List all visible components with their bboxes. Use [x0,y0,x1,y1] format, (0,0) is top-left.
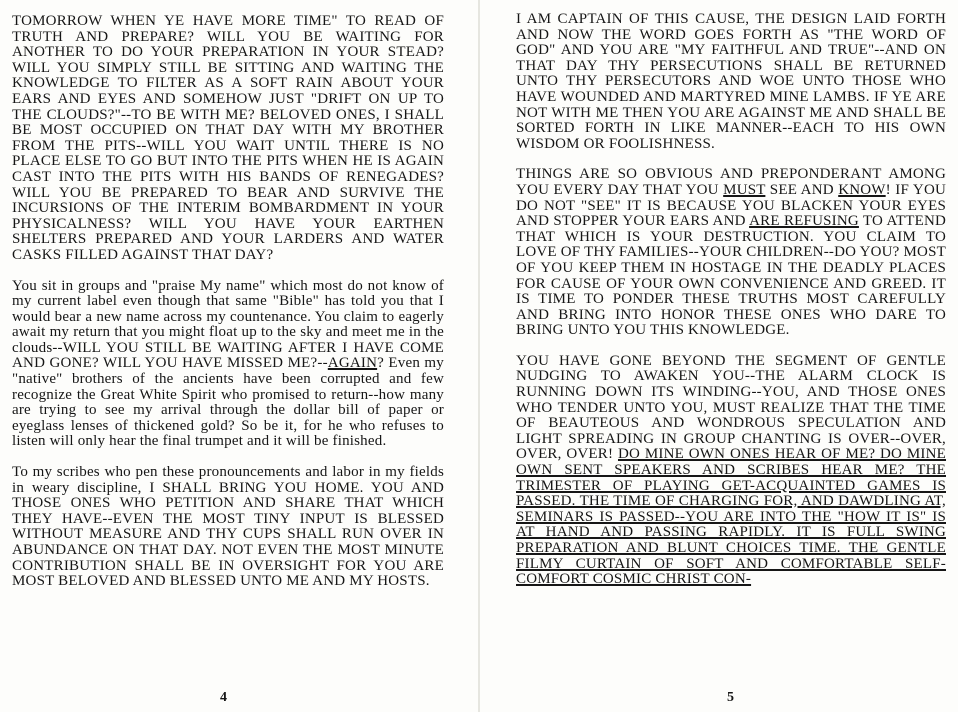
left-paragraph-1 [12,14,444,264]
text-segment: You sit in groups and "praise My name" which most do not know of my current label even though that same "Bible" has told you that I would bear a new name across my countenance. You claim to eagerly await my return that you might float up to the sky and meet me in the clouds--WILL YOU STILL BE WAITING AFTER I HAVE COME AND GONE? WILL YOU HAVE MISSED ME?-- [12,277,444,372]
right-paragraph-2 [516,167,946,339]
underlined-text-segment: KNOW [838,181,886,198]
left-paragraph-3 [12,465,444,590]
text-segment: I AM CAPTAIN OF THIS CAUSE, THE DESIGN LAID FORTH AND NOW THE WORD GOES FORTH AS "THE WORD OF GOD" AND YOU ARE "MY FAITHFUL AND TRUE"--AND ON THAT DAY THY PERSECUTIONS SHALL BE RETURNED UNTO THY PERSECUTORS AND WOE UNTO THOSE WHO HAVE WOUNDED AND MARTYRED MINE LAMBS. IF YE ARE NOT WITH ME THEN YOU ARE AGAINST ME AND SHALL BE SORTED FORTH IN LIKE MANNER--EACH TO HIS OWN WISDOM OR FOOLISHNESS. [516,11,946,152]
underlined-text-segment: ARE REFUSING [749,213,859,230]
text-segment: SEE AND [765,181,839,198]
underlined-text-segment: AGAIN [327,355,378,372]
text-segment: ! IF YOU DO NOT "SEE" IT IS BECAUSE YOU BLACKEN YOUR EYES AND STOPPER YOUR EARS AND [516,181,947,230]
left-paragraph-2 [12,279,444,451]
page-gutter [478,0,480,712]
underlined-text-segment: MUST [723,181,766,198]
text-segment: YOU HAVE GONE BEYOND THE SEGMENT OF GENTLE NUDGING TO AWAKEN YOU--THE ALARM CLOCK IS RUNNING DOWN ITS WINDING--YOU, AND THOSE ONES WHO TENDER UNTO YOU, MUST REALIZE THAT THE TIME OF BEAUTEOUS AND WONDROUS SPECULATION AND LIGHT SPREADING IN GROUP CHANTING IS OVER--OVER, OVER, OVER! [516,352,946,463]
left-page [12,10,444,590]
text-segment: ? Even my "native" brothers of the ancients have been corrupted and few recognize the Great White Spirit who promised to return--how many are trying to see my arrival through the dollar bill of paper or eyeglass lenses of thickened gold? So be it, for he who refuses to listen will only hear the final trumpet and it will be finished. [12,355,445,450]
right-page [516,10,946,588]
right-page-number: 5 [727,690,734,705]
left-page-number: 4 [220,690,227,705]
right-paragraph-3 [516,354,946,588]
text-segment: THINGS ARE SO OBVIOUS AND PREPONDERANT AMONG YOU EVERY DAY THAT YOU [516,166,946,198]
text-segment: To my scribes who pen these pronouncements and labor in my fields in weary discipline, I SHALL BRING YOU HOME. YOU AND THOSE ONES WHO PETITION AND SHARE THAT WHICH THEY HAVE--EVEN THE MOST TINY INPUT IS BLESSED WITHOUT MEASURE AND THY CUPS SHALL RUN OVER IN ABUNDANCE ON THAT DAY. NOT EVEN THE MOST MINUTE CONTRIBUTION SHALL BE IN OVERSIGHT FOR YOU ARE MOST BELOVED AND BLESSED UNTO ME AND MY HOSTS. [12,464,444,590]
right-paragraph-1 [516,12,946,152]
underlined-text-segment: DO MINE OWN ONES HEAR OF ME? DO MINE OWN SENT SPEAKERS AND SCRIBES HEAR ME? THE TRIMESTER OF PLAYING GET-ACQUAINTED GAMES IS PASSED. THE TIME OF CHARGING FOR, AND DAWDLING AT, SEMINARS IS PASSED--YOU ARE INTO THE "HOW IT IS" IS AT HAND AND PASSING RAPIDLY. IT IS FULL SWING PREPARATION AND BLUNT CHOICES TIME. THE GENTLE FILMY CURTAIN OF SOFT AND COMFORTABLE SELF-COMFORT COSMIC CHRIST CON- [516,446,947,588]
text-segment: TO ATTEND THAT WHICH IS YOUR DESTRUCTION. YOU CLAIM TO LOVE OF THY FAMILIES--YOUR CHILDREN--DO YOU? MOST OF YOU KEEP THEM IN HOSTAGE IN THE DEADLY PLACES FOR CAUSE OF YOUR OWN CONVENIENCE AND GREED. IT IS TIME TO PONDER THESE TRUTHS MOST CAREFULLY AND BRING INTO HONOR THESE ONES WHO DARE TO BRING UNTO YOU THIS KNOWLEDGE. [516,213,947,339]
text-segment: TOMORROW WHEN YE HAVE MORE TIME" TO READ OF TRUTH AND PREPARE? WILL YOU BE WAITING FOR ANOTHER TO DO YOUR PREPARATION IN YOUR STEAD? WILL YOU SIMPLY STILL BE SITTING AND WAITING THE KNOWLEDGE TO FILTER AS A SOFT RAIN ABOUT YOUR EARS AND EYES AND SOMEHOW JUST "DRIFT ON UP TO THE CLOUDS?"--TO BE WITH ME? BELOVED ONES, I SHALL BE MOST OCCUPIED ON THAT DAY WITH MY BROTHER FROM THE PITS--WILL YOU WAIT UNTIL THERE IS NO PLACE ELSE TO GO BUT INTO THE PITS WHEN HE IS AGAIN CAST INTO THE PITS WITH HIS BANDS OF RENEGADES? WILL YOU BE PREPARED TO BEAR AND SURVIVE THE INCURSIONS OF THE INTERIM BOMBARDMENT IN YOUR PHYSICALNESS? WILL YOU HAVE YOUR EARTHEN SHELTERS PREPARED AND YOUR LARDERS AND WATER CASKS FILLED AGAINST THAT DAY? [12,13,444,263]
